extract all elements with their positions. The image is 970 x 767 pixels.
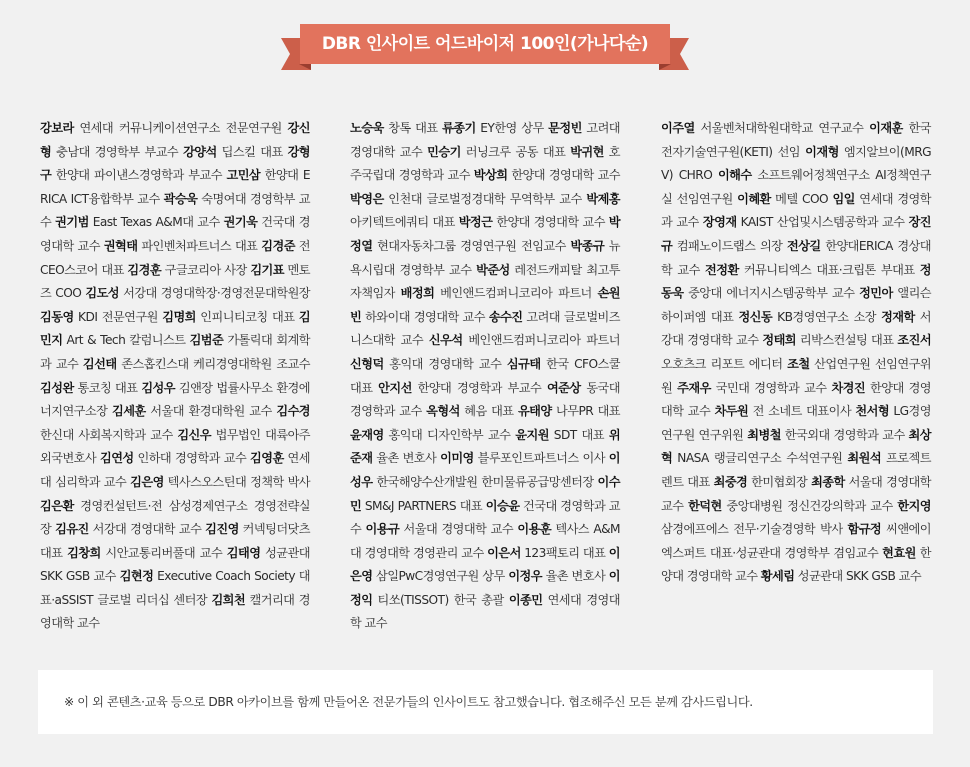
advisor-affiliation: 충남대 경영학부 부교수	[56, 144, 179, 159]
advisor-name: 김범준	[189, 333, 224, 348]
advisor-name: 이승윤	[485, 498, 520, 513]
advisor-name: 김진영	[205, 522, 239, 537]
advisor-name: 이은영	[350, 545, 621, 584]
advisor-name: 민승기	[427, 144, 461, 159]
advisor-affiliation: 서울벤처대학원대학교 연구교수	[700, 121, 864, 135]
advisor-affiliation: 산업연구원 선임연구위원	[661, 356, 932, 395]
advisor-name: 김성우	[141, 380, 175, 395]
advisor-name: 이성우	[350, 451, 620, 489]
advisor-name: 김동영	[40, 309, 74, 324]
advisor-affiliation: 씨앤에이엑스퍼트 대표·성균관대 경영학부 겸임교수	[661, 522, 931, 560]
advisor-affiliation: 연세대 커뮤니케이션연구소 전문연구원	[79, 121, 282, 135]
advisor-affiliation: 고려대 경영대학 교수	[350, 121, 621, 159]
advisor-affiliation: 뉴욕시립대 경영학부 교수	[350, 238, 621, 277]
advisor-name: 김현정	[119, 569, 154, 584]
advisor-affiliation: 한국해양수산개발원 한미물류공급망센터장	[376, 474, 594, 489]
advisor-name: 최원석	[847, 451, 882, 466]
advisor-name: 이해수	[717, 168, 752, 183]
advisor-affiliation: 멘토즈 COO	[40, 262, 310, 301]
advisor-affiliation: 러닝크루 공동 대표	[465, 144, 566, 159]
advisor-name: 김경훈	[127, 262, 162, 277]
advisor-affiliation: 한국 CFO스쿨 대표	[350, 356, 620, 395]
advisor-affiliation: 호주국립대 경영학과 교수	[350, 144, 621, 183]
advisor-name: 한지영	[897, 498, 932, 513]
advisor-name: 이용훈	[517, 522, 552, 537]
advisor-affiliation: 레전드캐피탈 최고투자책임자	[350, 262, 621, 301]
advisor-affiliation: 고려대 글로벌비즈니스대학 교수	[350, 309, 620, 348]
advisor-name: 신우석	[428, 333, 463, 348]
advisor-affiliation: 건국대 경영대학 교수	[40, 215, 310, 253]
advisor-affiliation: 현대자동차그룹 경영연구원 전임교수	[377, 238, 566, 253]
advisor-name: 위준재	[350, 427, 621, 466]
advisor-name: 한덕현	[688, 498, 722, 513]
advisor-name: 전정환	[705, 262, 739, 277]
advisor-affiliation: KDI 전문연구원	[78, 309, 158, 324]
advisor-name: 조철	[787, 356, 810, 371]
advisor-name: 박귀현	[570, 144, 604, 159]
advisor-affiliation: 연세대 경영대학 교수	[350, 592, 621, 631]
advisor-name: 이종민	[508, 592, 543, 607]
advisor-affiliation: 티쏘(TISSOT) 한국 총괄	[377, 592, 504, 607]
advisor-name: 류종기	[442, 121, 476, 135]
advisor-name: 이재훈	[869, 121, 903, 135]
title-ribbon	[0, 24, 970, 72]
advisor-affiliation: 경영컨설턴트·전 삼성경제연구소 경영전략실장	[40, 498, 310, 537]
advisor-affiliation: 메텔 COO	[775, 191, 829, 206]
advisor-name: 전상길	[786, 238, 821, 253]
advisor-affiliation: 전 CEO스코어 대표	[40, 238, 310, 277]
advisor-name: 장영재	[702, 215, 737, 230]
advisor-affiliation: 숙명여대 경영학부 교수	[40, 191, 311, 230]
advisor-name: 강신형	[40, 121, 310, 159]
advisor-name: 주재우	[677, 380, 711, 395]
advisor-name: 황세림	[760, 569, 795, 584]
advisor-affiliation: 율촌 변호사	[545, 569, 606, 584]
advisor-name: 정민아	[859, 286, 893, 301]
advisor-affiliation: 서울대 환경대학원 교수	[150, 404, 272, 419]
advisor-name: 박준성	[476, 262, 510, 277]
advisor-affiliation: 한양대 경영대학 교수	[661, 545, 931, 584]
advisor-affiliation: 베인앤드컴퍼니코리아 파트너	[440, 286, 592, 301]
advisor-name: 김성완	[40, 380, 74, 395]
advisor-name: 이주열	[661, 121, 695, 135]
advisor-name: 신형덕	[350, 356, 384, 371]
advisor-affiliation: 시안교통리버풀대 교수	[105, 545, 223, 560]
advisor-affiliation: 건국대 경영학과 교수	[350, 498, 620, 537]
advisor-affiliation: 인하대 경영학과 교수	[137, 451, 247, 466]
advisor-name: 배정희	[400, 286, 435, 301]
advisor-name: 김도성	[85, 286, 120, 301]
advisor-affiliation: 한미협회장	[751, 474, 808, 489]
advisor-name: 안지선	[378, 380, 412, 395]
advisor-name: 노승욱	[350, 121, 384, 135]
advisor-name: 권혁태	[103, 238, 138, 253]
advisor-name: 김은영	[130, 474, 164, 489]
advisor-affiliation: 한양대 파이낸스경영학과 부교수	[55, 168, 222, 183]
advisor-name: 곽승욱	[163, 191, 198, 206]
advisor-affiliation: 텍사스오스틴대 정책학 박사	[167, 474, 311, 489]
advisor-name: 박영은	[350, 191, 384, 206]
advisor-name: 김영훈	[250, 451, 284, 466]
advisor-affiliation: 성균관대 SKK GSB 교수	[40, 545, 310, 584]
advisor-name: 김선태	[82, 356, 117, 371]
advisor-name: 함규정	[847, 522, 882, 537]
advisor-affiliation: 파인벤처파트너스 대표	[141, 238, 258, 253]
page-title: DBR 인사이트 어드바이저 100인(가나다순)	[300, 24, 670, 64]
advisor-name: 김은환	[40, 498, 74, 513]
advisor-name: 정태희	[762, 333, 797, 348]
advisor-name: 최중경	[713, 474, 748, 489]
advisor-column-2	[350, 117, 620, 636]
advisor-name: 윤지원	[515, 427, 549, 442]
advisor-name: 강양석	[183, 144, 217, 159]
advisor-affiliation: 한국전자기술연구원(KETI) 선임	[661, 121, 931, 159]
advisor-affiliation: SDT 대표	[553, 427, 604, 442]
advisor-name: 천서형	[855, 404, 890, 419]
advisor-affiliation: 리박스컨설팅 대표	[799, 333, 894, 348]
advisor-name: 이재형	[805, 144, 839, 159]
advisor-name: 조진서	[897, 333, 932, 348]
advisor-affiliation: 연세대 경영학과 교수	[661, 191, 931, 230]
footer-note: ※ 이 외 콘텐츠·교육 등으로 DBR 아카이브를 함께 만들어온 전문가들의 인사이트도 참고했습니다. 협조해주신 모든 분께 감사드립니다.	[64, 695, 753, 709]
advisor-affiliation: 딥스킬 대표	[221, 144, 283, 159]
advisor-name: 이은서	[487, 545, 521, 560]
advisor-affiliation: 한양대ERICA 경상대학 교수	[661, 238, 932, 277]
advisor-affiliation: 아키텍트에쿼티 대표	[350, 215, 455, 230]
advisor-affiliation: 전 소네트 대표이사	[752, 404, 852, 419]
advisor-name: 유태양	[517, 404, 552, 419]
advisor-name: 김명희	[162, 309, 196, 324]
advisor-affiliation: 가톨릭대 회계학과 교수	[40, 333, 310, 371]
advisor-affiliation: East Texas A&M대 교수	[92, 215, 220, 230]
advisor-affiliation: 중앙대병원 정신건강의학과 교수	[726, 498, 893, 513]
advisor-affiliation: 율촌 변호사	[376, 451, 437, 466]
advisor-name: 차두원	[714, 404, 749, 419]
advisor-affiliation: 캘거리대 경영대학 교수	[40, 592, 310, 631]
advisor-name: 박정열	[350, 215, 620, 253]
advisor-name: 최병철	[747, 427, 781, 442]
advisor-name: 강형구	[40, 144, 311, 183]
advisor-affiliation: SM&J PARTNERS 대표	[364, 498, 483, 513]
advisor-column-1	[40, 117, 310, 636]
advisor-affiliation: 123팩토리 대표	[524, 545, 606, 560]
advisor-name: 여준상	[546, 380, 581, 395]
advisor-name: 김연성	[99, 451, 134, 466]
advisor-name: 임일	[832, 191, 855, 206]
advisor-affiliation: 김앤장 법률사무소 환경에너지연구소장	[40, 380, 310, 419]
advisor-name: 박정근	[458, 215, 493, 230]
advisor-affiliation: 홍익대 디자인학부 교수	[388, 427, 511, 442]
advisor-affiliation: 한양대 경영대학 교수	[661, 380, 932, 419]
advisor-name: 김민지	[40, 309, 311, 348]
advisor-name: 이미영	[440, 451, 474, 466]
advisor-affiliation: 프로젝트렌트 대표	[661, 451, 931, 489]
advisor-affiliation: 삼경에프에스 전무·기술경영학 박사	[661, 522, 843, 537]
advisor-affiliation: Executive Coach Society 대표·aSSIST 글로벌 리더십 센터장	[40, 569, 311, 607]
advisor-affiliation: 서울대 경영대학 교수	[661, 474, 931, 513]
advisor-name: 이정우	[508, 569, 542, 584]
advisor-affiliation: 엠지알브이(MRGV) CHRO	[661, 144, 932, 183]
advisor-affiliation: 통코칭 대표	[77, 380, 138, 395]
advisor-affiliation: 홍익대 경영대학 교수	[389, 356, 502, 371]
advisor-name: 김수경	[276, 404, 311, 419]
advisor-name: 김창희	[67, 545, 101, 560]
advisor-name: 김신우	[177, 427, 211, 442]
advisor-affiliation: KB경영연구소 소장	[777, 309, 877, 324]
advisor-affiliation: 중앙대 에너지시스템공학부 교수	[688, 286, 855, 301]
advisor-name: 문정빈	[548, 121, 582, 135]
advisor-affiliation: 소프트웨어정책연구소 AI정책연구실 선임연구원	[661, 168, 932, 206]
advisor-name: 박종규	[570, 238, 605, 253]
advisor-affiliation: 한양대 경영대학 교수	[496, 215, 605, 230]
advisor-affiliation: 법무법인 대륙아주 외국변호사	[40, 427, 311, 466]
advisor-name: 박제홍	[586, 191, 621, 206]
advisor-affiliation: 동국대 경영학과 교수	[350, 380, 620, 419]
advisor-name: 김경준	[261, 238, 295, 253]
advisor-name: 김태영	[226, 545, 261, 560]
advisor-affiliation: 한양대 ERICA ICT융합학부 교수	[40, 168, 311, 206]
advisor-affiliation: 컴패노이드랩스 의장	[676, 238, 783, 253]
advisor-affiliation: 서강대 경영대학 교수	[661, 309, 932, 348]
advisor-affiliation: KAIST 산업및시스템공학과 교수	[740, 215, 905, 230]
advisor-name: 김희천	[211, 592, 246, 607]
advisor-affiliation: LG경영연구원 연구위원	[661, 404, 932, 442]
advisor-affiliation: 서울대 경영대학 교수	[403, 522, 514, 537]
advisor-affiliation: 한양대 경영대학 교수	[511, 168, 621, 183]
advisor-affiliation: 구글코리아 사장	[164, 262, 247, 277]
advisor-affiliation: 한양대 경영학과 부교수	[417, 380, 542, 395]
advisor-name: 김유진	[55, 522, 89, 537]
advisor-name: 윤재영	[350, 427, 384, 442]
advisor-affiliation: 연세대 심리학과 교수	[40, 451, 310, 489]
advisor-affiliation: 혜음 대표	[464, 404, 514, 419]
advisor-affiliation: 베인앤드컴퍼니코리아 파트너	[468, 333, 620, 348]
advisor-affiliation: EY한영 상무	[480, 121, 544, 135]
advisor-name: 정신동	[738, 309, 773, 324]
advisor-affiliation: 한신대 사회복지학과 교수	[40, 427, 173, 442]
advisor-name: 최종학	[811, 474, 845, 489]
advisor-name: 정동욱	[661, 262, 932, 301]
advisor-affiliation: 한국외대 경영학과 교수	[784, 427, 905, 442]
advisor-name: 박상희	[473, 168, 508, 183]
advisor-name: 손원빈	[350, 286, 620, 324]
advisor-affiliation: 텍사스 A&M대 경영대학 경영관리 교수	[350, 522, 621, 560]
advisor-affiliation: 블루포인트파트너스 이사	[477, 451, 605, 466]
advisor-column-3	[661, 117, 931, 589]
advisor-affiliation: 삼일PwC경영연구원 상무	[376, 569, 505, 584]
advisor-affiliation: 하와이대 경영대학 교수	[365, 309, 485, 324]
advisor-name: 권기욱	[223, 215, 258, 230]
advisor-name: 이수민	[350, 474, 620, 513]
advisor-affiliation: 창톡 대표	[388, 121, 438, 135]
advisor-affiliation: Art & Tech 칼럼니스트	[66, 333, 186, 348]
advisor-name: 현효원	[882, 545, 916, 560]
advisor-affiliation: 인천대 글로벌정경대학 무역학부 교수	[388, 191, 582, 206]
advisor-affiliation: 국민대 경영학과 교수	[715, 380, 827, 395]
advisor-name: 김세훈	[111, 404, 146, 419]
advisor-affiliation: 서강대 경영대학장·경영전문대학원장	[123, 286, 311, 301]
advisor-affiliation: 인피니티코칭 대표	[200, 309, 295, 324]
advisor-affiliation: NASA 랭글리연구소 수석연구원	[677, 451, 843, 466]
advisor-name: 심규태	[506, 356, 541, 371]
advisor-affiliation: 커뮤니티엑스 대표·크립톤 부대표	[743, 262, 915, 277]
advisor-name: 고민삼	[226, 168, 261, 183]
advisor-affiliation: 성균관대 SKK GSB 교수	[797, 569, 922, 584]
advisor-name: 이용규	[365, 522, 400, 537]
advisor-name: 장진규	[661, 215, 932, 253]
advisor-name: 정재학	[881, 309, 915, 324]
advisor-name: 최상혁	[661, 427, 931, 466]
advisor-name: 송수진	[488, 309, 523, 324]
advisor-name: 이혜환	[737, 191, 771, 206]
advisor-affiliation: 오호츠크 리포트 에디터	[661, 356, 783, 371]
footer-note-box	[38, 670, 933, 734]
advisor-affiliation: 서강대 경영대학 교수	[92, 522, 202, 537]
advisor-name: 권기범	[55, 215, 89, 230]
advisor-name: 이정익	[350, 569, 621, 607]
advisor-affiliation: 나무PR 대표	[556, 404, 621, 419]
advisor-name: 옥형석	[426, 404, 460, 419]
advisor-name: 김기표	[250, 262, 284, 277]
advisor-affiliation: 존스홉킨스대 케리경영대학원 조교수	[121, 356, 311, 371]
advisor-affiliation: 커넥팅더닷츠 대표	[40, 522, 310, 560]
advisor-name: 강보라	[40, 121, 74, 135]
advisor-name: 차경진	[831, 380, 866, 395]
advisor-affiliation: 앨리슨하이퍼엠 대표	[661, 286, 932, 324]
